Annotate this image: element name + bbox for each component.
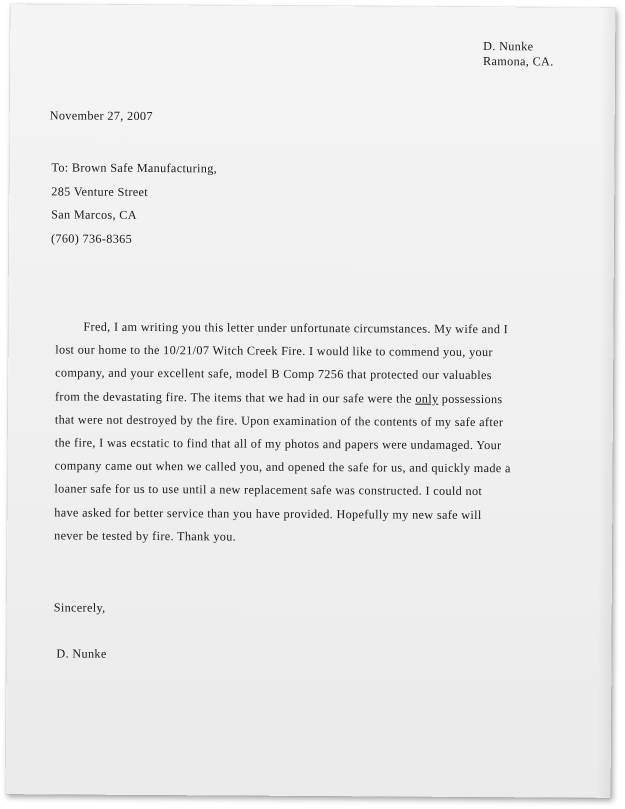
recipient-street: 285 Venture Street — [51, 183, 149, 199]
closing: Sincerely, — [53, 600, 106, 615]
recipient-line: To: Brown Safe Manufacturing, — [51, 160, 218, 176]
recipient-address — [51, 156, 217, 251]
sender-name: D. Nunke — [483, 39, 534, 54]
recipient-phone: (760) 736-8365 — [50, 230, 133, 246]
recipient-city: San Marcos, CA — [51, 207, 137, 222]
sender-location: Ramona, CA. — [483, 54, 554, 69]
letter-page — [6, 4, 616, 798]
body-line: never be tested by fire. Thank you. — [54, 528, 237, 544]
body-line: Fred, I am writing you this letter under unfortunate circumstances. My wife and I — [83, 319, 509, 337]
body-line: lost our home to the 10/21/07 Witch Creek Fire. I would like to commend you, your — [55, 342, 493, 360]
body-text: possessions — [438, 391, 503, 406]
emphasized-word: only — [415, 391, 439, 406]
letter-body — [54, 315, 575, 550]
body-text: from the devastating fire. The items that we had in our safe were the — [54, 389, 416, 406]
body-line: that were not destroyed by the fire. Upon examination of the contents of my safe after — [54, 412, 504, 429]
body-line: company, and your excellent safe, model B Comp 7256 that protected our valuables — [55, 365, 492, 383]
body-line: the fire, I was ecstatic to find that all of my photos and papers were undamaged. Your — [54, 435, 502, 453]
signature: D. Nunke — [56, 646, 107, 661]
body-line — [55, 385, 575, 411]
body-line: have asked for better service than you have provided. Hopefully my new safe will — [54, 505, 482, 522]
sender-block — [483, 39, 554, 69]
body-line: loaner safe for us to use until a new replacement safe was constructed. I could not — [54, 481, 483, 499]
letter-date: November 27, 2007 — [49, 108, 153, 124]
body-line: company came out when we called you, and opened the safe for us, and quickly made a — [54, 458, 511, 476]
